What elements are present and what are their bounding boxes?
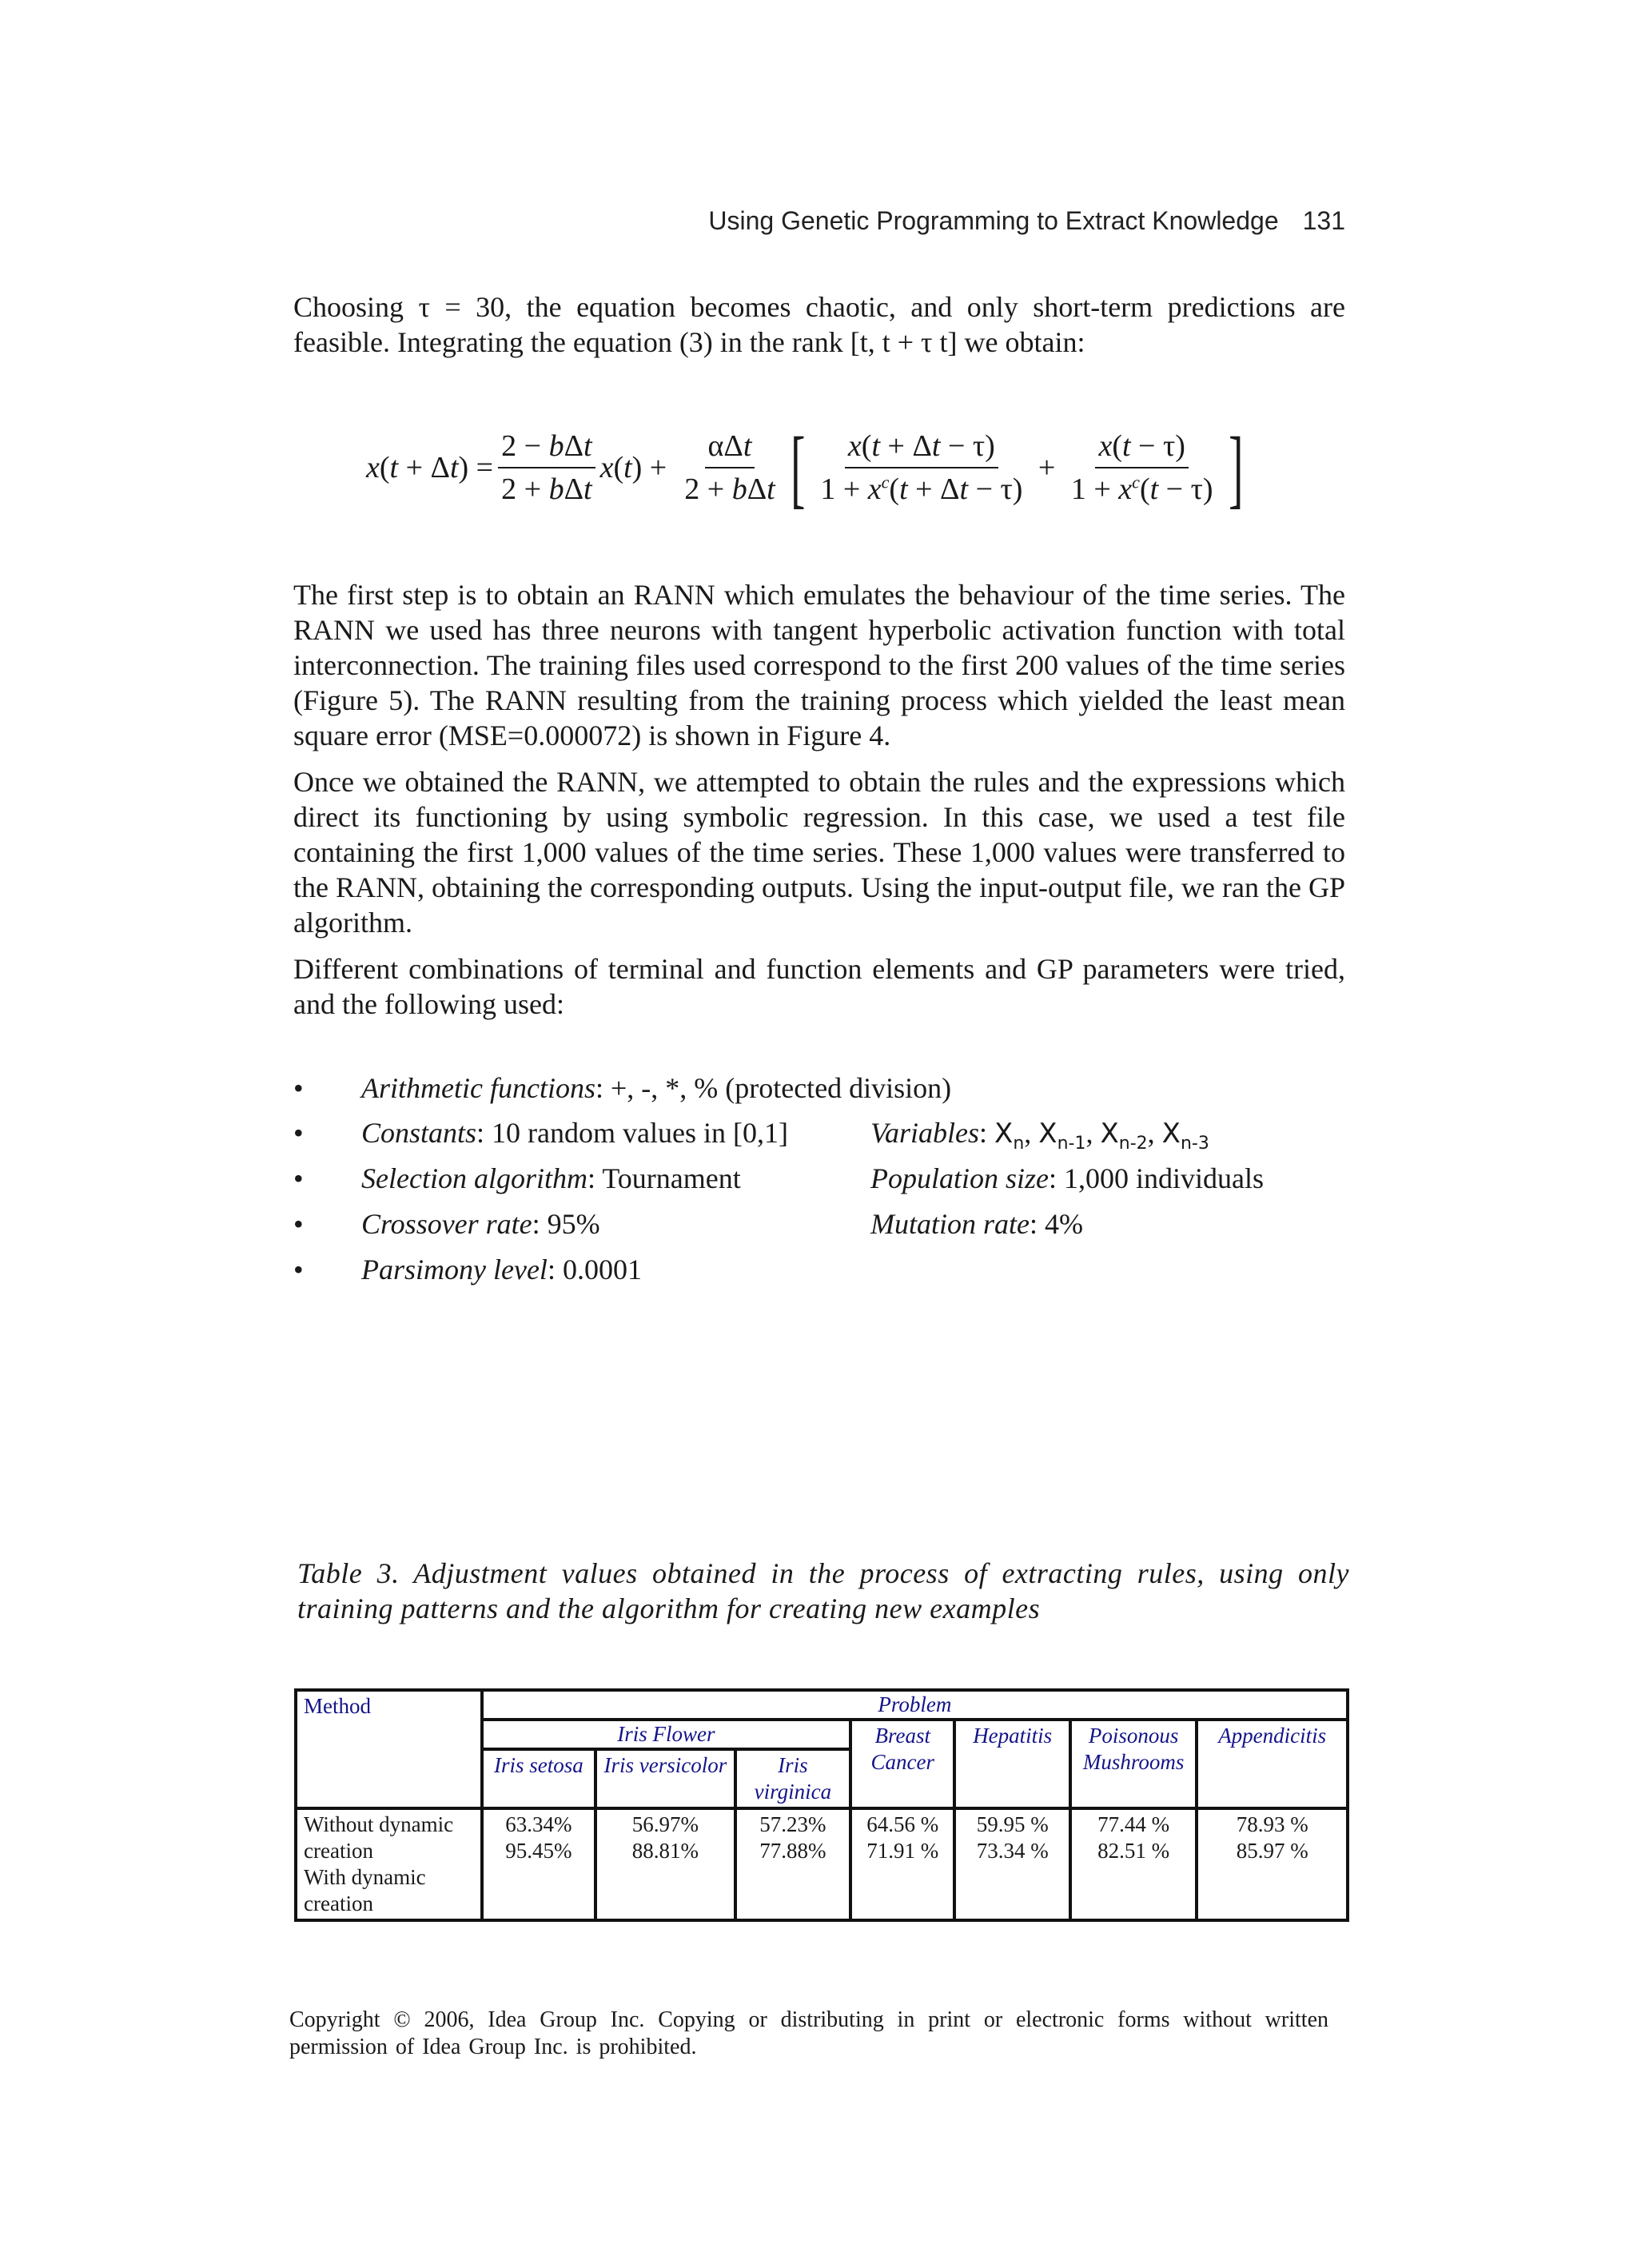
running-title: Using Genetic Programming to Extract Knowledge <box>708 206 1279 235</box>
paragraph-2: The first step is to obtain an RANN which emulates the behaviour of the time series. The RANN we used has three neurons with tangent hyperbolic activation function with total interconnection. The training files used correspond to the first 200 values of the time series (Figure 5). The RANN resulting from the training process which yielded the least mean square error (MSE=0.000072) is shown in Figure 4. <box>293 579 1345 751</box>
page-number: 131 <box>1302 206 1345 235</box>
col-header: Iris versicolor <box>595 1749 735 1808</box>
col-header: Appendicitis <box>1197 1720 1348 1808</box>
table-caption: Table 3. Adjustment values obtained in the process of extracting rules, using only training patterns and the algorithm for creating new examples <box>297 1557 1349 1624</box>
iris-group-header: Iris Flower <box>482 1720 850 1749</box>
col-header: Hepatitis <box>954 1720 1069 1808</box>
paragraph-1: Choosing τ = 30, the equation becomes chaotic, and only short-term predictions are feasible. Integrating the equation (3) in the rank [t, t + τ t] we obtain: <box>293 291 1345 358</box>
paragraph-3: Once we obtained the RANN, we attempted to obtain the rules and the expressions which direct its functioning by using symbolic regression. In this case, we used a test file containing the first 1,000 values of the time series. These 1,000 values were transferred to the RANN, obtaining the corresponding outputs. Using the input-output file, we ran the GP algorithm. <box>293 766 1345 939</box>
results-table <box>294 1688 1349 1922</box>
running-header <box>708 206 1345 236</box>
col-header: Iris setosa <box>482 1749 595 1808</box>
problem-header: Problem <box>482 1690 1348 1720</box>
col-header: Iris virginica <box>735 1749 850 1808</box>
col-header: Poisonous Mushrooms <box>1070 1720 1197 1808</box>
method-cell: Without dynamic creation With dynamic creation <box>296 1808 482 1920</box>
copyright-footer: Copyright © 2006, Idea Group Inc. Copying or distributing in print or electronic forms without written permission of Idea Group Inc. is prohibited. <box>289 2007 1328 2059</box>
method-header: Method <box>296 1690 482 1808</box>
table-row: Without dynamic creation With dynamic creation 63.34% 95.45% 56.97% 88.81% 57.23% 77.88% 64.56 % 71.91 % 59.95 % 73.34 % 77.44 % 82.51 % 78.93 % 85.97 % <box>296 1808 1348 1920</box>
col-header: Breast Cancer <box>850 1720 954 1808</box>
paragraph-4: Different combinations of terminal and function elements and GP parameters were tried, and the following used: <box>293 953 1345 1020</box>
equation: x ( t + Δ t ) = $\frac{\text{2 − bΔt}}{\text{2 + bΔt}}$ x ( t ) + $\frac{\text{αΔt}}{\text{2 + bΔt}}$ [ $\frac{x(t + \Delta t - \tau)}{1 + x^c(t + \Delta t - \tau)}$ + $\frac{x(t - \tau)}{1 + x^c(t - \tau)}$ ] <box>366 419 1243 516</box>
